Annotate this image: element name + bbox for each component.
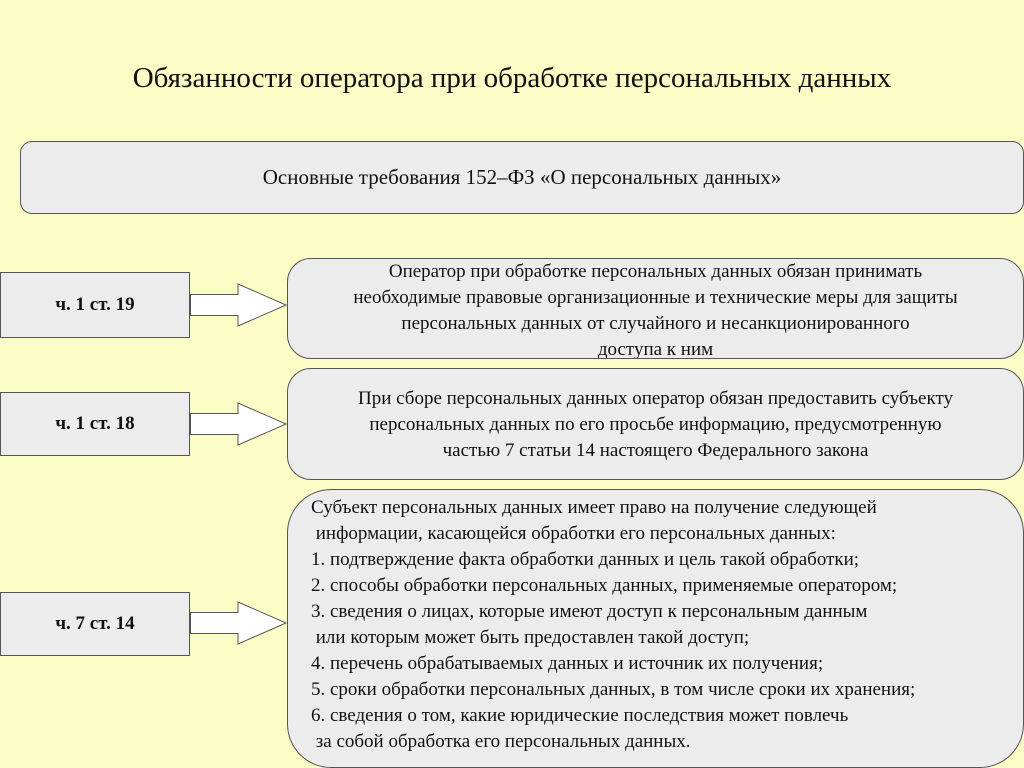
- content-box-1: [287, 258, 1024, 359]
- header-text: Основные требования 152–ФЗ «О персональных данных»: [262, 165, 782, 189]
- content-1-line-1: Оператор при обработке персональных данных обязан принимать: [388, 261, 923, 282]
- content-2-line-2: персональных данных по его просьбе информацию, предусмотренную: [369, 414, 942, 435]
- content-3-list-item-5: 5. сроки обработки персональных данных, в том числе сроки их хранения;: [311, 679, 916, 700]
- content-1-line-3: персональных данных от случайного и несанкционированного: [401, 313, 910, 334]
- article-label-3: ч. 7 ст. 14: [55, 613, 135, 634]
- content-3-list-item-3: 3. сведения о лицах, которые имеют доступ к персональным данным: [311, 601, 868, 622]
- page-title: Обязанности оператора при обработке персональных данных: [132, 62, 892, 94]
- arrow-icon-3: [190, 601, 288, 645]
- article-label-2: ч. 1 ст. 18: [55, 413, 135, 434]
- content-3-intro-line-2: информации, касающейся обработки его персональных данных:: [311, 523, 836, 544]
- content-2-line-1: При сборе персональных данных оператор обязан предоставить субъекту: [357, 388, 954, 409]
- article-label-1: ч. 1 ст. 19: [55, 294, 135, 315]
- arrow-icon-1: [190, 283, 288, 327]
- content-box-3: [287, 489, 1024, 768]
- content-3-list-item-4: 4. перечень обрабатываемых данных и источник их получения;: [311, 653, 824, 674]
- content-1-line-2: необходимые правовые организационные и технические меры для защиты: [353, 287, 958, 308]
- content-1-line-4: доступа к ним: [597, 339, 714, 359]
- header-box: [20, 141, 1024, 214]
- content-3-list-item-3-cont: или которым может быть предоставлен такой доступ;: [311, 627, 750, 648]
- content-3-intro-line-1: Субъект персональных данных имеет право на получение следующей: [311, 497, 877, 518]
- article-label-box-3: [0, 592, 190, 656]
- content-3-list-item-2: 2. способы обработки персональных данных, применяемые оператором;: [311, 575, 898, 596]
- arrow-icon-2: [190, 402, 288, 446]
- content-box-2: [287, 368, 1024, 480]
- content-3-list-item-1: 1. подтверждение факта обработки данных и цель такой обработки;: [311, 549, 860, 570]
- content-3-list-item-6: 6. сведения о том, какие юридические последствия может повлечь: [311, 705, 849, 726]
- article-label-box-2: [0, 392, 190, 456]
- content-3-list-item-6-cont: за собой обработка его персональных данных.: [311, 731, 691, 752]
- article-label-box-1: [0, 272, 190, 338]
- content-2-line-3: частью 7 статьи 14 настоящего Федерального закона: [442, 440, 869, 461]
